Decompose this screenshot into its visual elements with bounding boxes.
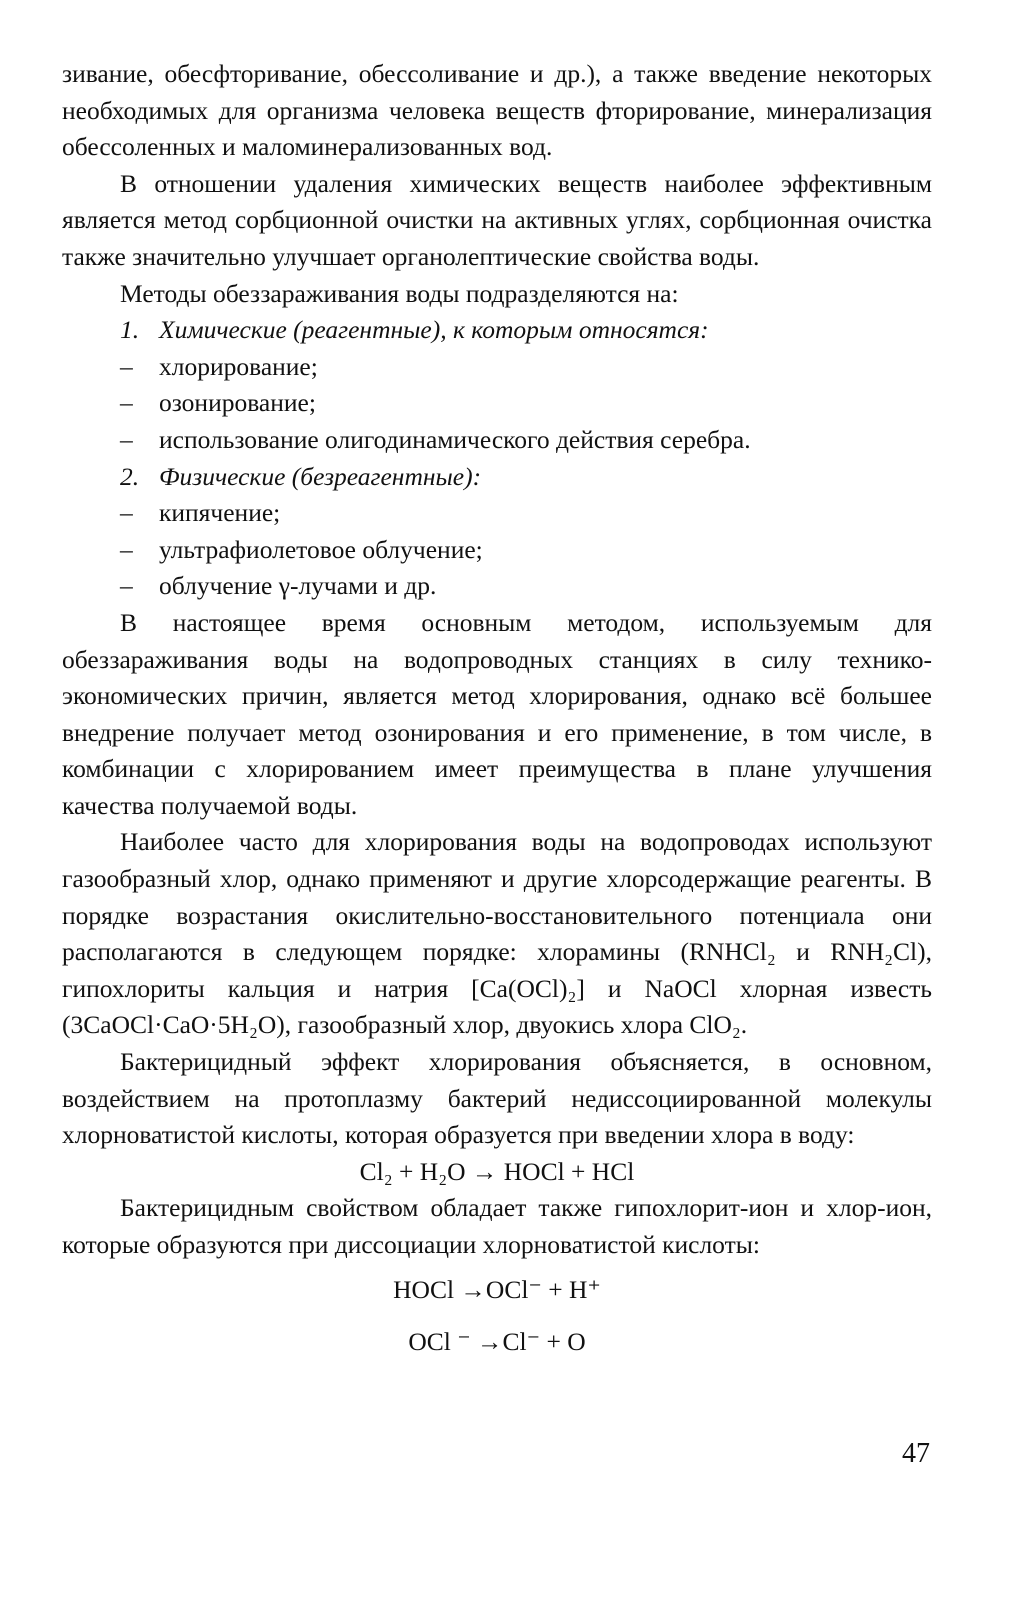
list-item-text: хлорирование;	[159, 351, 318, 381]
paragraph-4: В настоящее время основным методом, используемым для обеззараживания воды на водопроводных станциях в силу технико-экономических причин, является метод хлорирования, однако всё большее внедрение получает метод озонирования и его применение, в том числе, в комбинации с хлорированием имеет преимущества в плане улучшения качества получаемой воды.	[62, 607, 932, 820]
equation-ocl-decomposition: OCl ⁻ →Cl⁻ + O	[408, 1327, 586, 1357]
list-item-text: облучение γ-лучами и др.	[159, 571, 437, 601]
page-content	[62, 56, 932, 1358]
dash-marker: –	[120, 424, 133, 454]
equation-hocl-dissociation: HOCl →OCl⁻ + H⁺	[393, 1274, 601, 1304]
paragraph-7: Бактерицидным свойством обладает также гипохлорит-ион и хлор-ион, которые образуются при диссоциации хлорноватистой кислоты:	[62, 1193, 932, 1259]
list-heading-text: Физические (безреагентные):	[159, 461, 482, 491]
list-item	[62, 568, 932, 605]
dash-marker: –	[120, 498, 133, 528]
paragraph-3: Методы обеззараживания воды подразделяются на:	[120, 278, 679, 308]
dash-marker: –	[120, 388, 133, 418]
dash-marker: –	[120, 571, 133, 601]
list-item	[62, 495, 932, 532]
list-item	[62, 349, 932, 386]
list-item-text: использование олигодинамического действия серебра.	[159, 424, 751, 454]
equation-chlorine-hydrolysis: Cl₂ + H₂O → HOCl + HCl	[359, 1156, 635, 1186]
list-item-text: кипячение;	[159, 498, 281, 528]
list-number: 2.	[120, 461, 140, 491]
list-heading-chemical	[62, 312, 932, 349]
paragraph-2: В отношении удаления химических веществ наиболее эффективным является метод сорбционной очистки на активных углях, сорбционная очистка также значительно улучшает органолептические свойства воды.	[62, 168, 932, 271]
dash-marker: –	[120, 351, 133, 381]
paragraph-5: Наиболее часто для хлорирования воды на водопроводах используют газообразный хлор, однако применяют и другие хлорсодержащие реагенты. В порядке возрастания окислительно-восстановительного потенциала они располагаются в следующем порядке: хлорамины (RNHCl₂ и RNH₂Cl), гипохлориты кальция и натрия [Ca(OCl)₂] и NaOCl хлорная известь (3CaOCl·CaO·5H₂O), газообразный хлор, двуокись хлора ClO₂.	[62, 827, 932, 1040]
paragraph-6: Бактерицидный эффект хлорирования объясняется, в основном, воздействием на протоплазму бактерий недиссоциированной молекулы хлорноватистой кислоты, которая образуется при введении хлора в воду:	[62, 1047, 932, 1150]
list-item	[62, 385, 932, 422]
page-number: 47	[902, 1438, 930, 1469]
paragraph-1: зивание, обесфторивание, обессоливание и др.), а также введение некоторых необходимых для организма человека веществ фторирование, минерализация обессоленных и маломинерализованных вод.	[62, 59, 932, 162]
list-item-text: ультрафиолетовое облучение;	[159, 534, 483, 564]
list-item	[62, 532, 932, 569]
list-heading-text: Химические (реагентные), к которым относятся:	[159, 315, 709, 345]
list-heading-physical	[62, 459, 932, 496]
dash-marker: –	[120, 534, 133, 564]
list-item	[62, 422, 932, 459]
list-item-text: озонирование;	[159, 388, 316, 418]
list-number: 1.	[120, 315, 140, 345]
